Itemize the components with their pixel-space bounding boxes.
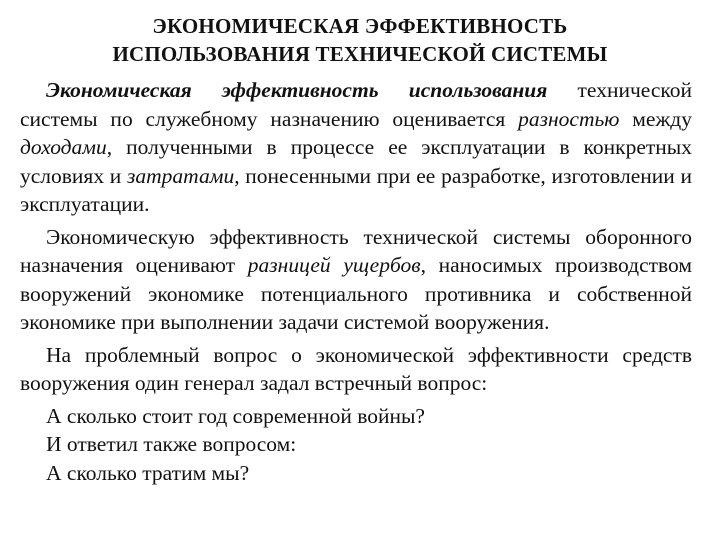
p2-text-2: , наносимых производством вооружений экономике потенциального противника и собственной экономике при выполнении задачи системой вооружения. bbox=[20, 253, 692, 334]
p1-text-2: между bbox=[619, 106, 692, 131]
answer-intro-line: И ответил также вопросом: bbox=[46, 432, 297, 456]
title-line-1: ЭКОНОМИЧЕСКАЯ ЭФФЕКТИВНОСТЬ bbox=[152, 14, 568, 38]
slide-body bbox=[20, 76, 692, 487]
paragraph-defense bbox=[20, 223, 692, 337]
question-line-1: А сколько стоит год современной войны? bbox=[46, 403, 425, 428]
paragraph-definition bbox=[20, 76, 692, 219]
p1-text-3: , полученными в процессе ее эксплуатации в конкретных условиях и bbox=[20, 135, 692, 188]
title-line-2: ИСПОЛЬЗОВАНИЯ ТЕХНИЧЕСКОЙ СИСТЕМЫ bbox=[112, 42, 608, 66]
emphasis-damage-difference: разницей ущербов bbox=[247, 253, 421, 277]
p1-text-1: технической системы по служебному назначению оценивается bbox=[20, 78, 692, 131]
emphasis-income: доходами bbox=[20, 135, 107, 159]
term-economic-efficiency: Экономическая эффективность использования bbox=[46, 78, 548, 102]
paragraph-question: На проблемный вопрос о экономической эффективности средств вооружения один генерал задал встречный вопрос: bbox=[20, 342, 692, 395]
slide-title bbox=[0, 12, 720, 68]
p1-text-4: , понесенными при ее разработке, изготовлении и эксплуатации. bbox=[20, 163, 692, 216]
p2-text-1: Экономическую эффективность технической системы оборонного назначения оценивают bbox=[20, 224, 692, 277]
question-line-2: А сколько тратим мы? bbox=[46, 460, 250, 485]
emphasis-costs: затратами bbox=[127, 163, 235, 188]
emphasis-difference: разностью bbox=[518, 106, 620, 131]
